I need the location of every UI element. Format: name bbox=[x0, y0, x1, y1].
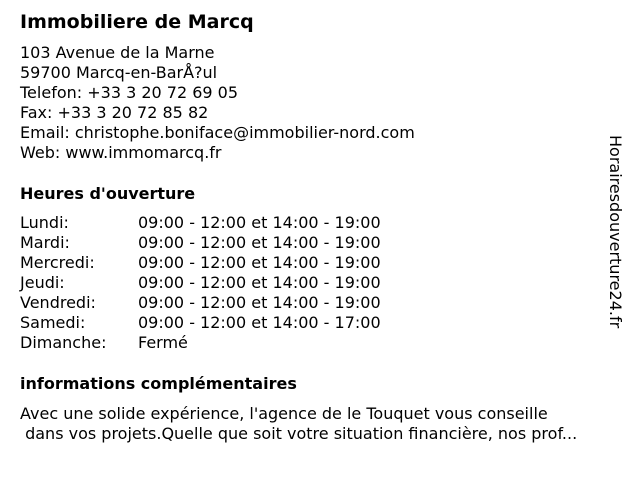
hours-row-tuesday bbox=[20, 233, 420, 253]
hours-row-wednesday bbox=[20, 253, 420, 273]
day-label: Mercredi: bbox=[20, 253, 95, 272]
day-label: Dimanche: bbox=[20, 333, 107, 352]
day-label: Vendredi: bbox=[20, 293, 96, 312]
additional-info-heading: informations complémentaires bbox=[20, 374, 297, 393]
day-label: Lundi: bbox=[20, 213, 69, 232]
email-address: Email: christophe.boniface@immobilier-nord.com bbox=[20, 123, 415, 142]
opening-hours-table bbox=[20, 213, 420, 353]
time-range: 09:00 - 12:00 et 14:00 - 17:00 bbox=[138, 313, 381, 332]
hours-row-monday bbox=[20, 213, 420, 233]
time-range: 09:00 - 12:00 et 14:00 - 19:00 bbox=[138, 273, 381, 292]
hours-row-saturday bbox=[20, 313, 420, 333]
business-name: Immobiliere de Marcq bbox=[20, 11, 254, 33]
time-range: 09:00 - 12:00 et 14:00 - 19:00 bbox=[138, 213, 381, 232]
info-line-2: dans vos projets.Quelle que soit votre situation financière, nos prof... bbox=[20, 424, 578, 443]
day-label: Jeudi: bbox=[20, 273, 65, 292]
city-address: 59700 Marcq-en-BarÅ?ul bbox=[20, 63, 218, 82]
day-label: Mardi: bbox=[20, 233, 70, 252]
time-range: 09:00 - 12:00 et 14:00 - 19:00 bbox=[138, 293, 381, 312]
contact-block bbox=[20, 43, 415, 163]
fax-number: Fax: +33 3 20 72 85 82 bbox=[20, 103, 209, 122]
time-range: Fermé bbox=[138, 333, 188, 352]
hours-row-thursday bbox=[20, 273, 420, 293]
info-line-1: Avec une solide expérience, l'agence de le Touquet vous conseille bbox=[20, 404, 548, 423]
phone-number: Telefon: +33 3 20 72 69 05 bbox=[20, 83, 239, 102]
hours-row-sunday bbox=[20, 333, 420, 353]
time-range: 09:00 - 12:00 et 14:00 - 19:00 bbox=[138, 233, 381, 252]
street-address: 103 Avenue de la Marne bbox=[20, 43, 215, 62]
time-range: 09:00 - 12:00 et 14:00 - 19:00 bbox=[138, 253, 381, 272]
additional-info-text bbox=[20, 404, 577, 444]
website: Web: www.immomarcq.fr bbox=[20, 143, 222, 162]
site-watermark: Horairesdouverture24.fr bbox=[606, 135, 625, 329]
opening-hours-heading: Heures d'ouverture bbox=[20, 184, 196, 203]
day-label: Samedi: bbox=[20, 313, 86, 332]
hours-row-friday bbox=[20, 293, 420, 313]
